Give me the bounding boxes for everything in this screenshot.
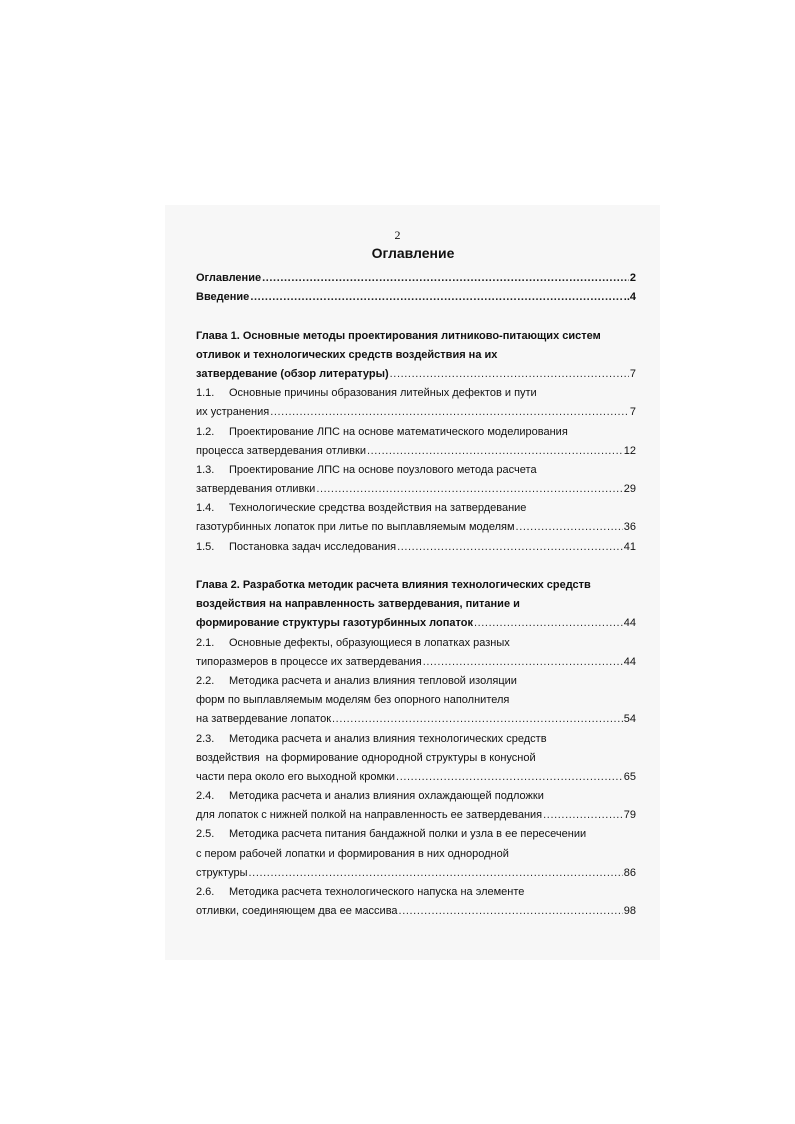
toc-entry-page: 54 — [623, 713, 636, 726]
toc-entry-title: для лопаток с нижней полкой на направленность ее затвердевания — [196, 809, 543, 822]
toc-entry-title: на затвердевание лопаток — [196, 713, 332, 726]
toc-entry-title: Введение — [196, 291, 250, 304]
toc-entry[interactable] — [196, 902, 636, 921]
dot-leader — [396, 768, 623, 787]
toc-subsection-line — [196, 825, 636, 844]
table-of-contents — [196, 269, 636, 921]
toc-entry-title: части пера около его выходной кромки — [196, 770, 396, 783]
section-number: 1.3. — [196, 463, 215, 476]
toc-entry-title: затвердевание (обзор литературы) — [196, 367, 389, 380]
section-title: Методика расчета и анализ влияния тепловой изоляции — [229, 674, 517, 687]
dot-leader — [249, 864, 623, 883]
dot-leader — [397, 538, 623, 557]
toc-entry[interactable] — [196, 518, 636, 537]
toc-subsection-line — [196, 499, 636, 518]
toc-entry[interactable] — [196, 653, 636, 672]
toc-entry-title: формирование структуры газотурбинных лопаток — [196, 617, 473, 630]
section-title: Методика расчета и анализ влияния технологических средств — [229, 732, 547, 745]
toc-entry[interactable] — [196, 806, 636, 825]
toc-entry-page: 44 — [623, 655, 636, 668]
section-title: Методика расчета технологического напуска на элементе — [229, 886, 525, 898]
toc-subsection-line — [196, 461, 636, 480]
spacer — [196, 307, 636, 326]
toc-subsection-line — [196, 672, 636, 691]
dot-leader — [399, 902, 623, 921]
dot-leader — [316, 480, 622, 499]
toc-entry-title: газотурбинных лопаток при литье по выплавляемым моделям — [196, 521, 515, 534]
dot-leader — [262, 269, 629, 288]
toc-subsection-line — [196, 730, 636, 749]
toc-entry-title: отливки, соединяющем два ее массива — [196, 905, 398, 918]
toc-entry-title: структуры — [196, 866, 248, 879]
toc-entry-page: 2 — [629, 272, 636, 284]
spacer — [196, 557, 636, 576]
toc-entry[interactable] — [196, 538, 636, 557]
toc-subsection-line — [196, 883, 636, 902]
toc-entry-page: 12 — [623, 444, 636, 457]
section-title: Проектирование ЛПС на основе поузлового метода расчета — [229, 463, 537, 476]
toc-entry[interactable] — [196, 288, 636, 307]
toc-entry-page: 36 — [623, 521, 636, 534]
toc-entry[interactable] — [196, 365, 636, 384]
toc-chapter-line: воздействия на направленность затвердевания, питание и — [196, 598, 520, 611]
toc-subsection-line — [196, 634, 636, 653]
toc-entry[interactable] — [196, 864, 636, 883]
toc-entry[interactable] — [196, 480, 636, 499]
toc-chapter-line: Глава 1. Основные методы проектирования литниково-питающих систем — [196, 329, 601, 342]
section-title: Основные дефекты, образующиеся в лопатках разных — [229, 636, 510, 649]
toc-subsection-line — [196, 787, 636, 806]
section-number: 1.1. — [196, 387, 215, 400]
toc-chapter-line: отливок и технологических средств воздействия на их — [196, 348, 498, 361]
toc-entry-title: затвердевания отливки — [196, 483, 316, 496]
toc-entry-page: 7 — [629, 367, 636, 380]
dot-leader — [390, 365, 629, 384]
dot-leader — [250, 288, 622, 307]
section-title: Постановка задач исследования — [229, 540, 397, 553]
section-number: 2.4. — [196, 790, 215, 803]
section-number: 1.2. — [196, 425, 215, 438]
toc-subsection-line — [196, 423, 636, 442]
dot-leader — [332, 710, 623, 729]
toc-subsection-line: воздействия на формирование однородной структуры в конусной — [196, 751, 536, 764]
dot-leader — [474, 614, 623, 633]
toc-entry-page: 86 — [623, 866, 636, 879]
dot-leader — [516, 518, 623, 537]
dot-leader — [367, 442, 623, 461]
section-number: 2.1. — [196, 636, 215, 649]
toc-entry-title: их устранения — [196, 406, 270, 419]
toc-subsection-line: форм по выплавляемым моделям без опорного наполнителя — [196, 694, 510, 707]
toc-subsection-line — [196, 384, 636, 403]
toc-entry-title — [196, 538, 397, 557]
toc-entry[interactable] — [196, 403, 636, 422]
toc-entry-page: 41 — [623, 540, 636, 553]
section-number: 2.5. — [196, 828, 215, 841]
toc-entry-page: 65 — [623, 770, 636, 783]
toc-entry-page: 44 — [623, 617, 636, 630]
toc-subsection-line: с пером рабочей лопатки и формирования в них однородной — [196, 847, 509, 860]
toc-entry[interactable] — [196, 269, 636, 288]
toc-entry[interactable] — [196, 710, 636, 729]
toc-entry-title: Оглавление — [196, 272, 262, 284]
page-number: 2 — [394, 228, 401, 242]
toc-entry-title: процесса затвердевания отливки — [196, 444, 366, 457]
section-title: Основные причины образования литейных дефектов и пути — [229, 387, 537, 400]
toc-entry[interactable] — [196, 442, 636, 461]
toc-entry-page: 98 — [623, 905, 636, 918]
dot-leader — [423, 653, 623, 672]
toc-entry-page: ..4 — [623, 291, 636, 304]
toc-entry-page: 7 — [629, 406, 636, 419]
dot-leader — [270, 403, 629, 422]
section-title: Проектирование ЛПС на основе математического моделирования — [229, 425, 568, 438]
section-title: Технологические средства воздействия на затвердевание — [229, 502, 527, 515]
toc-entry-title: типоразмеров в процессе их затвердевания — [196, 655, 422, 668]
dot-leader — [543, 806, 623, 825]
section-number: 2.2. — [196, 674, 215, 687]
section-number: 1.5. — [196, 540, 215, 553]
section-title: Методика расчета питания бандажной полки и узла в ее пересечении — [229, 828, 587, 841]
section-number: 1.4. — [196, 502, 215, 515]
page-title: Оглавление — [371, 245, 455, 261]
toc-entry[interactable] — [196, 614, 636, 633]
toc-entry-page: 29 — [623, 483, 636, 496]
toc-entry-page: 79 — [623, 809, 636, 822]
section-title: Методика расчета и анализ влияния охлаждающей подложки — [229, 790, 544, 803]
section-number: 2.6. — [196, 886, 215, 898]
toc-entry[interactable] — [196, 768, 636, 787]
section-number: 2.3. — [196, 732, 215, 745]
toc-chapter-line: Глава 2. Разработка методик расчета влияния технологических средств — [196, 579, 591, 591]
